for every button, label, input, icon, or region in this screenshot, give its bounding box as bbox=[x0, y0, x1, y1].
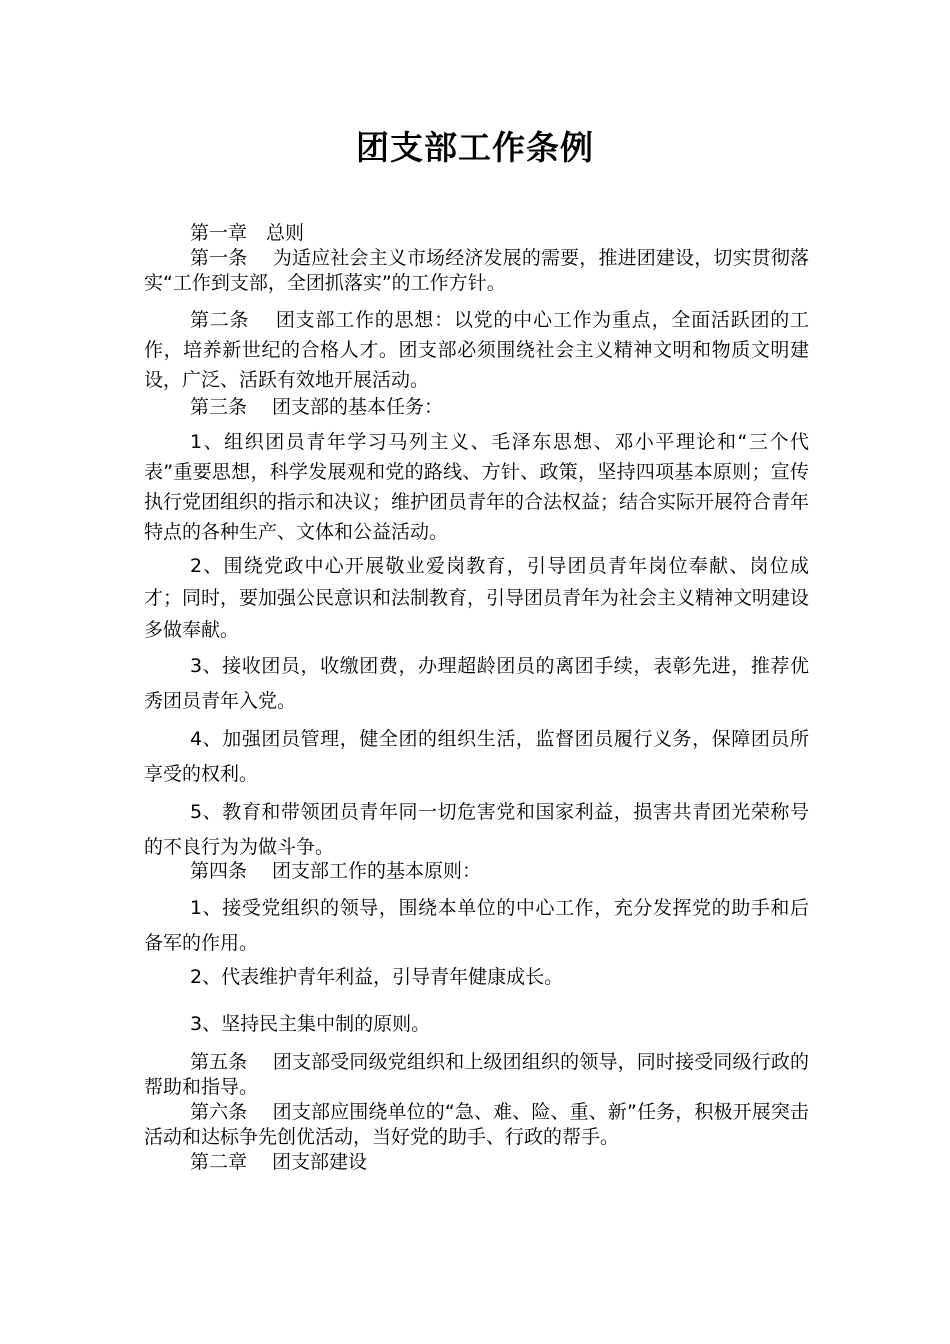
article-4-item-2: 2、代表维护青年利益，引导青年健康成长。 bbox=[190, 966, 564, 988]
document-body bbox=[144, 221, 809, 1175]
document-title: 团支部工作条例 bbox=[356, 128, 594, 167]
article-1: 第一条 为适应社会主义市场经济发展的需要，推进团建设，切实贯彻落实“工作到支部，全团抓落实”的工作方针。 bbox=[144, 247, 809, 294]
article-3-item-2: 2、围绕党政中心开展敬业爱岗教育，引导团员青年岗位奉献、岗位成才；同时，要加强公民意识和法制教育，引导团员青年为社会主义精神文明建设多做奉献。 bbox=[144, 555, 810, 641]
article-2: 第二条 团支部工作的思想：以党的中心工作为重点，全面活跃团的工作，培养新世纪的合格人才。团支部必须围绕社会主义精神文明和物质文明建设，广泛、活跃有效地开展活动。 bbox=[144, 309, 809, 391]
article-4: 第四条 团支部工作的基本原则： bbox=[190, 860, 482, 882]
article-4-item-1: 1、接受党组织的领导，围绕本单位的中心工作，充分发挥党的助手和后备军的作用。 bbox=[144, 897, 809, 954]
article-3: 第三条 团支部的基本任务： bbox=[190, 396, 444, 418]
article-4-item-3: 3、坚持民主集中制的原则。 bbox=[190, 1013, 431, 1035]
article-6: 第六条 团支部应围绕单位的“急、难、险、重、新”任务，积极开展突击活动和达标争先创优活动，当好党的助手、行政的帮手。 bbox=[144, 1101, 809, 1148]
article-3-item-3: 3、接收团员，收缴团费，办理超龄团员的离团手续，表彰先进，推荐优秀团员青年入党。 bbox=[144, 655, 809, 712]
article-5: 第五条 团支部受同级党组织和上级团组织的领导，同时接受同级行政的帮助和指导。 bbox=[144, 1051, 809, 1098]
article-3-item-5: 5、教育和带领团员青年同一切危害党和国家利益，损害共青团光荣称号的不良行为为做斗争。 bbox=[144, 801, 809, 858]
chapter-2-heading: 第二章 团支部建设 bbox=[190, 1151, 368, 1173]
article-3-item-1: 1、组织团员青年学习马列主义、毛泽东思想、邓小平理论和“三个代表”重要思想，科学发展观和党的路线、方针、政策，坚持四项基本原则；宣传执行党团组织的指示和决议；维护团员青年的合法权益；结合实际开展符合青年特点的各种生产、文体和公益活动。 bbox=[144, 431, 810, 543]
chapter-1-heading: 第一章 总则 bbox=[190, 222, 305, 244]
article-3-item-4: 4、加强团员管理，健全团的组织生活，监督团员履行义务，保障团员所享受的权利。 bbox=[144, 728, 809, 785]
